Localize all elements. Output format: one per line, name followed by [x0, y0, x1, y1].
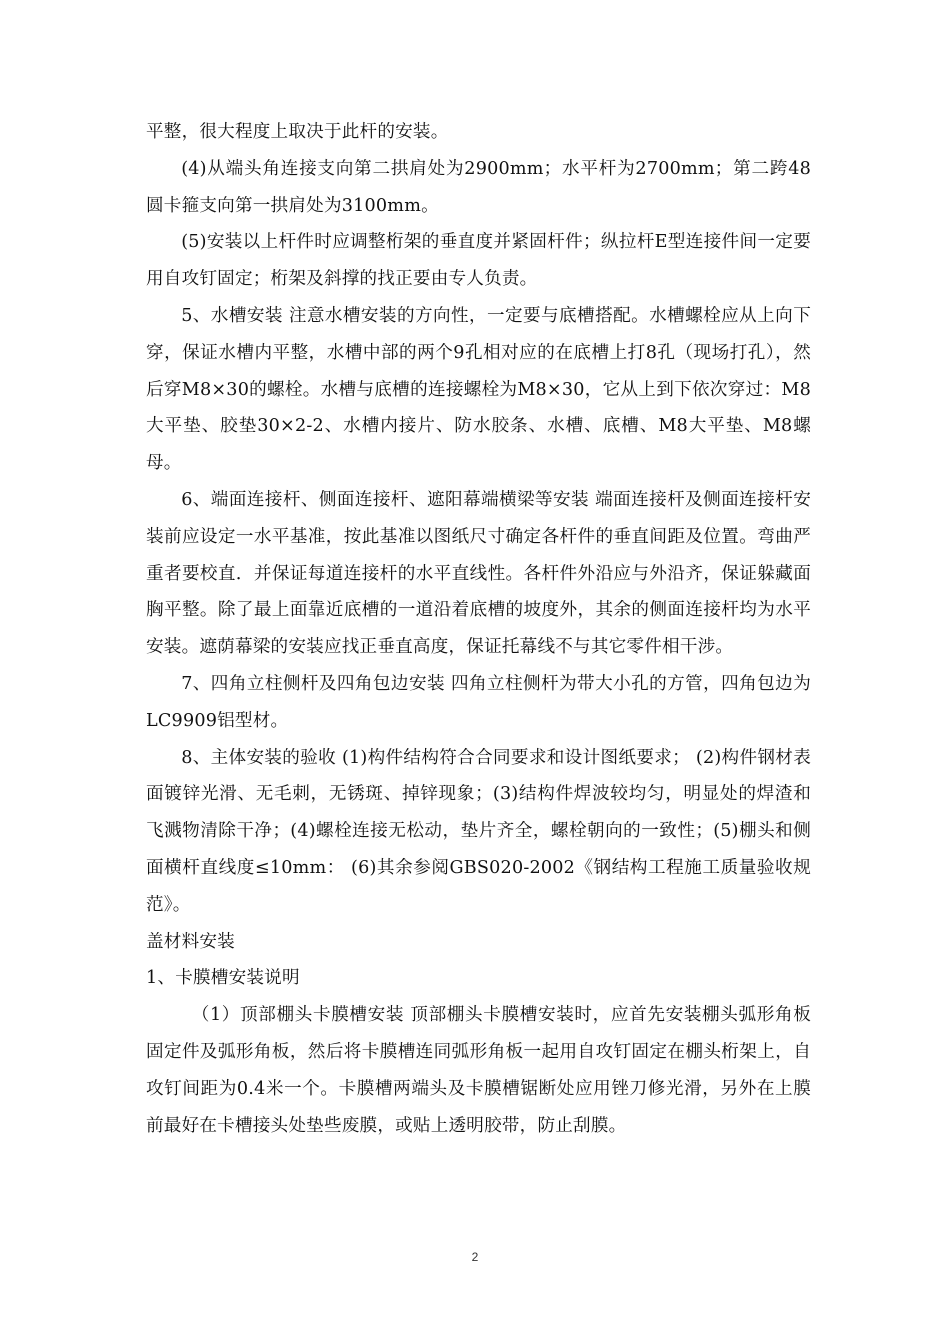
section-heading: 盖材料安装 [146, 931, 235, 952]
page-number: 2 [471, 1250, 479, 1264]
paragraph: 5、水槽安装 注意水槽安装的方向性，一定要与底槽搭配。水槽螺栓应从上向下穿，保证水槽内平整，水槽中部的两个9孔相对应的在底槽上打8孔（现场打孔），然后穿M8×30的螺栓。水槽与底槽的连接螺栓为M8×30，它从上到下依次穿过：M8大平垫、胶垫30×2-2、水槽内接片、防水胶条、水槽、底槽、M8大平垫、M8螺母。 [146, 305, 811, 474]
paragraph: 7、四角立柱侧杆及四角包边安装 四角立柱侧杆为带大小孔的方管，四角包边为LC9909铝型材。 [146, 673, 811, 731]
paragraph: (5)安装以上杆件时应调整桁架的垂直度并紧固杆件；纵拉杆E型连接件间一定要用自攻钉固定；桁架及斜撑的找正要由专人负责。 [146, 232, 811, 290]
subsection-heading: 1、卡膜槽安装说明 [146, 968, 300, 989]
document-body [146, 114, 811, 1144]
paragraph: （1）顶部棚头卡膜槽安装 顶部棚头卡膜槽安装时，应首先安装棚头弧形角板固定件及弧形角板，然后将卡膜槽连同弧形角板一起用自攻钉固定在棚头桁架上，自攻钉间距为0.4米一个。卡膜槽两端头及卡膜槽锯断处应用锉刀修光滑，另外在上膜前最好在卡槽接头处垫些废膜，或贴上透明胶带，防止刮膜。 [146, 1005, 811, 1136]
paragraph: 6、端面连接杆、侧面连接杆、遮阳幕端横梁等安装 端面连接杆及侧面连接杆安装前应设定一水平基准，按此基准以图纸尺寸确定各杆件的垂直间距及位置。弯曲严重者要校直．并保证每道连接杆的水平直线性。各杆件外沿应与外沿齐，保证躲藏面胸平整。除了最上面靠近底槽的一道沿着底槽的坡度外，其余的侧面连接杆均为水平安装。遮荫幕梁的安装应找正垂直高度，保证托幕线不与其它零件相干涉。 [146, 489, 811, 658]
paragraph: 8、主体安装的验收 (1)构件结构符合合同要求和设计图纸要求； (2)构件钢材表面镀锌光滑、无毛刺，无锈斑、掉锌现象；(3)结构件焊波较均匀，明显处的焊渣和飞溅物清除干净；(4)螺栓连接无松动，垫片齐全，螺栓朝向的一致性；(5)棚头和侧面横杆直线度≤10mm： (6)其余参阅GBS020-2002《钢结构工程施工质量验收规范》。 [146, 747, 811, 915]
paragraph: (4)从端头角连接支向第二拱肩处为2900mm；水平杆为2700mm；第二跨48圆卡箍支向第一拱肩处为3100mm。 [146, 158, 811, 216]
paragraph: 平整，很大程度上取决于此杆的安装。 [146, 122, 449, 142]
